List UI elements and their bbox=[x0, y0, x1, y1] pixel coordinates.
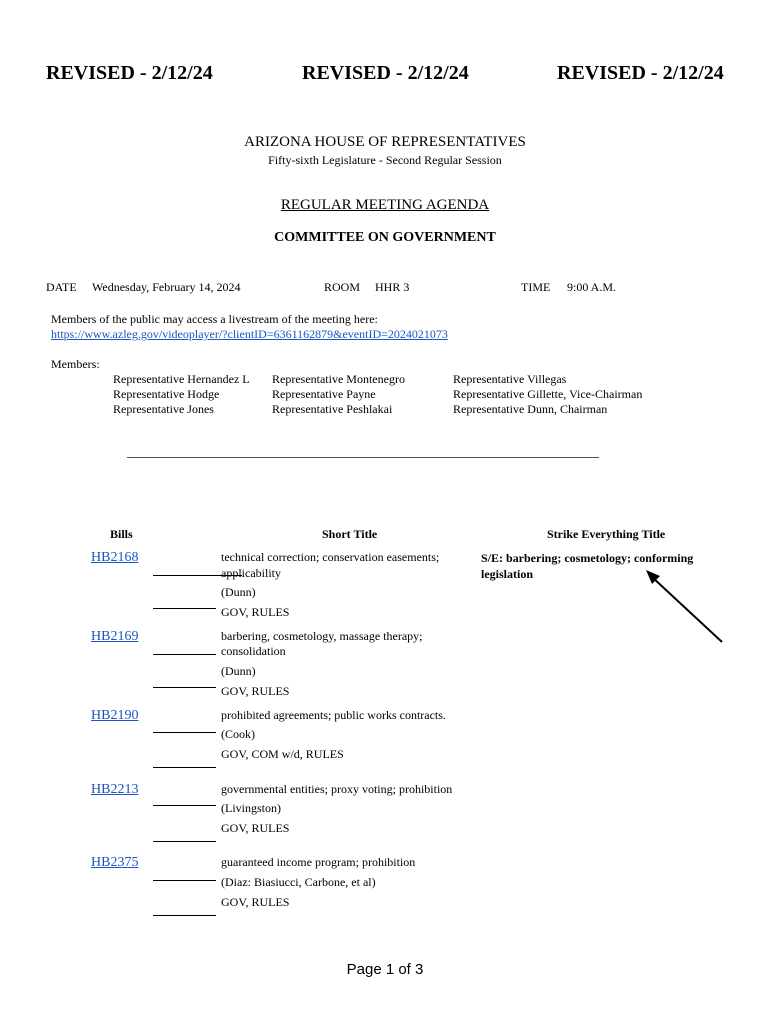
bill-sponsor: (Cook) bbox=[221, 727, 255, 741]
member-name: Representative Peshlakai bbox=[272, 402, 393, 416]
strike-everything-title: S/E: barbering; cosmetology; conforming legislation bbox=[481, 551, 694, 581]
revised-banner-center: REVISED - 2/12/24 bbox=[302, 62, 469, 84]
bill-committees: GOV, RULES bbox=[221, 821, 290, 835]
livestream-text: Members of the public may access a livestream of the meeting here: bbox=[51, 312, 378, 326]
meeting-date: Wednesday, February 14, 2024 bbox=[92, 280, 241, 294]
meeting-room: HHR 3 bbox=[375, 280, 410, 294]
members-label: Members: bbox=[51, 357, 100, 371]
livestream-link[interactable]: https://www.azleg.gov/videoplayer/?clientID=6361162879&eventID=2024021073 bbox=[51, 327, 448, 341]
bill-title-line: consolidation bbox=[221, 644, 286, 658]
members-col-2 bbox=[272, 372, 405, 417]
signature-line bbox=[153, 608, 216, 609]
bill-title-line: barbering, cosmetology, massage therapy; bbox=[221, 629, 423, 643]
signature-line bbox=[153, 880, 216, 881]
bill-committees: GOV, RULES bbox=[221, 605, 290, 619]
meeting-time: 9:00 A.M. bbox=[567, 280, 617, 294]
signature-line bbox=[153, 575, 242, 576]
arrow-annotation-icon bbox=[640, 566, 730, 648]
bill-title-line: technical correction; conservation easements; bbox=[221, 550, 440, 564]
member-name: Representative Dunn, Chairman bbox=[453, 402, 608, 416]
committee-title: COMMITTEE ON GOVERNMENT bbox=[274, 230, 496, 245]
strike-everything-header: Strike Everything Title bbox=[547, 527, 666, 541]
member-name: Representative Hernandez L bbox=[113, 372, 250, 386]
signature-line bbox=[153, 767, 216, 768]
agenda-title: REGULAR MEETING AGENDA bbox=[280, 197, 490, 213]
bill-sponsor: (Livingston) bbox=[221, 801, 281, 815]
bill-link-hb2169[interactable]: HB2169 bbox=[91, 629, 139, 644]
bill-committees: GOV, RULES bbox=[221, 684, 290, 698]
bill-link-hb2190[interactable]: HB2190 bbox=[91, 708, 139, 723]
org-title: ARIZONA HOUSE OF REPRESENTATIVES bbox=[244, 134, 526, 150]
members-col-1 bbox=[113, 372, 250, 417]
member-name: Representative Gillette, Vice-Chairman bbox=[453, 387, 643, 401]
bill-title-line: governmental entities; proxy voting; prohibition bbox=[221, 782, 453, 796]
bill-link-hb2168[interactable]: HB2168 bbox=[91, 550, 139, 565]
bills-header: Bills bbox=[110, 527, 133, 541]
member-name: Representative Villegas bbox=[453, 372, 567, 386]
bill-title-line: applicability bbox=[221, 566, 281, 580]
bill-title-line: guaranteed income program; prohibition bbox=[221, 855, 416, 869]
room-label: ROOM bbox=[324, 280, 361, 294]
page-number: Page 1 of 3 bbox=[346, 961, 424, 978]
bill-sponsor: (Diaz: Biasiucci, Carbone, et al) bbox=[221, 875, 376, 889]
bill-link-hb2213[interactable]: HB2213 bbox=[91, 782, 139, 797]
signature-line bbox=[153, 841, 216, 842]
signature-line bbox=[153, 687, 216, 688]
section-divider bbox=[127, 457, 599, 458]
time-label: TIME bbox=[521, 280, 551, 294]
session-title: Fifty-sixth Legislature - Second Regular Session bbox=[268, 153, 502, 167]
members-col-3 bbox=[453, 372, 642, 417]
member-name: Representative Montenegro bbox=[272, 372, 405, 386]
date-label: DATE bbox=[46, 280, 77, 294]
member-name: Representative Jones bbox=[113, 402, 214, 416]
short-title-header: Short Title bbox=[322, 527, 378, 541]
bill-title-line: prohibited agreements; public works contracts. bbox=[221, 708, 446, 722]
signature-line bbox=[153, 654, 216, 655]
member-name: Representative Hodge bbox=[113, 387, 220, 401]
revised-banner-left: REVISED - 2/12/24 bbox=[46, 62, 213, 84]
member-name: Representative Payne bbox=[272, 387, 376, 401]
revised-banner-right: REVISED - 2/12/24 bbox=[557, 62, 724, 84]
bill-committees: GOV, RULES bbox=[221, 895, 290, 909]
bill-committees: GOV, COM w/d, RULES bbox=[221, 747, 344, 761]
signature-line bbox=[153, 915, 216, 916]
bill-sponsor: (Dunn) bbox=[221, 664, 256, 678]
bill-sponsor: (Dunn) bbox=[221, 585, 256, 599]
bill-link-hb2375[interactable]: HB2375 bbox=[91, 855, 139, 870]
signature-line bbox=[153, 805, 216, 806]
signature-line bbox=[153, 732, 216, 733]
